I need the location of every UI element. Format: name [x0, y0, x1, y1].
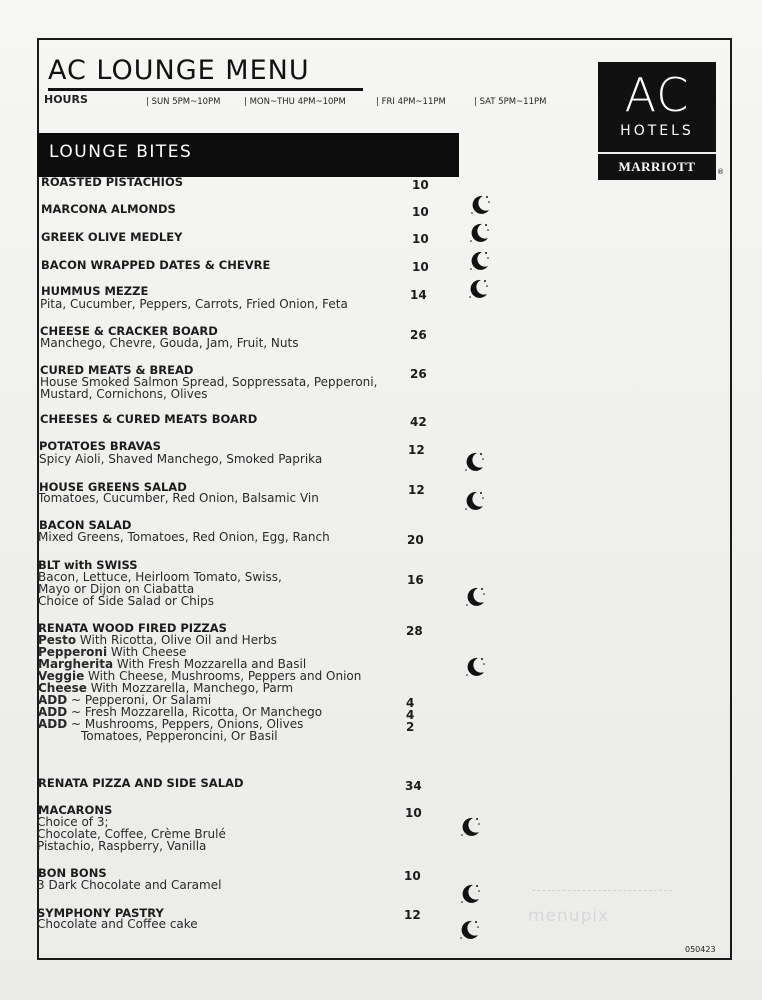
item-description: Mixed Greens, Tomatoes, Red Onion, Egg, Ranch	[38, 530, 330, 544]
item-name: MARCONA ALMONDS	[41, 202, 176, 216]
pizza-option: Cheese With Mozzarella, Manchego, Parm	[38, 681, 294, 695]
item-price: 10	[412, 232, 429, 246]
item-description: 3 Dark Chocolate and Caramel	[37, 878, 222, 892]
item-description: Choice of 3;	[37, 815, 109, 829]
hours-saturday: | SAT 5PM~11PM	[474, 97, 547, 107]
pizza-addon-continued: Tomatoes, Pepperoncini, Or Basil	[81, 729, 278, 743]
item-description: Choice of Side Salad or Chips	[38, 594, 214, 608]
item-description: Chocolate, Coffee, Crème Brulé	[37, 827, 226, 841]
item-name: BLT with SWISS	[38, 558, 138, 572]
crescent-moon-icon	[458, 815, 482, 839]
hours-sunday: | SUN 5PM~10PM	[146, 97, 221, 107]
crescent-moon-icon	[458, 882, 482, 906]
crescent-moon-icon	[462, 489, 486, 513]
item-price: 10	[412, 205, 429, 219]
item-description: Spicy Aioli, Shaved Manchego, Smoked Paprika	[39, 452, 323, 466]
crescent-moon-icon	[463, 585, 487, 609]
item-description: Manchego, Chevre, Gouda, Jam, Fruit, Nuts	[40, 336, 299, 350]
addon-price: 2	[406, 720, 415, 734]
hours-friday: | FRI 4PM~11PM	[376, 97, 446, 107]
item-price: 12	[408, 483, 425, 497]
item-name: CHEESES & CURED MEATS BOARD	[40, 412, 258, 426]
item-description: House Smoked Salmon Spread, Soppressata, Pepperoni,	[40, 375, 378, 389]
item-price: 12	[404, 908, 421, 922]
item-price: 12	[408, 443, 425, 457]
item-price: 20	[407, 533, 424, 547]
item-name: HUMMUS MEZZE	[41, 284, 149, 298]
item-name: MACARONS	[38, 803, 113, 817]
menu-title: AC LOUNGE MENU	[48, 55, 310, 86]
item-description: Tomatoes, Cucumber, Red Onion, Balsamic Vin	[38, 491, 319, 505]
item-price: 34	[405, 779, 422, 793]
addon-price: 4	[406, 708, 415, 722]
item-description: Pistachio, Raspberry, Vanilla	[37, 839, 207, 853]
item-description: Mayo or Dijon on Ciabatta	[38, 582, 195, 596]
item-name: GREEK OLIVE MEDLEY	[41, 230, 183, 244]
item-description: Pita, Cucumber, Peppers, Carrots, Fried Onion, Feta	[40, 297, 348, 311]
watermark-line	[532, 890, 672, 891]
item-price: 26	[410, 328, 427, 342]
item-name: RENATA WOOD FIRED PIZZAS	[38, 621, 227, 635]
item-name: CURED MEATS & BREAD	[40, 363, 194, 377]
item-name: BACON WRAPPED DATES & CHEVRE	[41, 258, 271, 272]
logo-marriott: MARRIOTT	[618, 159, 696, 174]
item-name: SYMPHONY PASTRY	[37, 906, 164, 920]
crescent-moon-icon	[468, 193, 492, 217]
item-price: 26	[410, 367, 427, 381]
item-price: 16	[407, 573, 424, 587]
title-underline	[48, 88, 363, 91]
logo-divider	[598, 152, 716, 154]
crescent-moon-icon	[467, 221, 491, 245]
item-price: 10	[412, 260, 429, 274]
pizza-addon: ADD ~ Pepperoni, Or Salami	[38, 693, 212, 707]
crescent-moon-icon	[467, 249, 491, 273]
logo-ac: AC	[624, 68, 690, 122]
pizza-option: Pepperoni With Cheese	[38, 645, 187, 659]
item-price: 10	[404, 869, 421, 883]
watermark: menupix	[528, 906, 610, 926]
item-name: BON BONS	[38, 866, 107, 880]
crescent-moon-icon	[466, 277, 490, 301]
item-name: HOUSE GREENS SALAD	[39, 480, 187, 494]
crescent-moon-icon	[457, 918, 481, 942]
item-price: 14	[410, 288, 427, 302]
logo-registered-mark: ®	[717, 168, 724, 176]
item-price: 10	[405, 806, 422, 820]
pizza-addon: ADD ~ Fresh Mozzarella, Ricotta, Or Manchego	[38, 705, 323, 719]
crescent-moon-icon	[462, 450, 486, 474]
pizza-option: Pesto With Ricotta, Olive Oil and Herbs	[38, 633, 277, 647]
pizza-addon: ADD ~ Mushrooms, Peppers, Onions, Olives	[38, 717, 304, 731]
item-description: Mustard, Cornichons, Olives	[40, 387, 208, 401]
item-name: POTATOES BRAVAS	[39, 439, 161, 453]
section-title: LOUNGE BITES	[49, 142, 193, 162]
item-price: 42	[410, 415, 427, 429]
item-name: CHEESE & CRACKER BOARD	[40, 324, 218, 338]
item-price: 28	[406, 624, 423, 638]
crescent-moon-icon	[463, 655, 487, 679]
menu-code: 050423	[685, 945, 716, 954]
pizza-option: Margherita With Fresh Mozzarella and Basil	[38, 657, 307, 671]
item-description: Chocolate and Coffee cake	[37, 917, 198, 931]
item-name: BACON SALAD	[39, 518, 132, 532]
ac-hotels-logo	[598, 62, 724, 180]
hours-mon-thu: | MON~THU 4PM~10PM	[244, 97, 346, 107]
hours-label: HOURS	[44, 93, 88, 106]
pizza-option: Veggie With Cheese, Mushrooms, Peppers and Onion	[38, 669, 362, 683]
item-price: 10	[412, 178, 429, 192]
addon-price: 4	[406, 696, 415, 710]
item-name: ROASTED PISTACHIOS	[41, 175, 183, 189]
section-banner	[37, 133, 459, 177]
item-name: RENATA PIZZA AND SIDE SALAD	[38, 776, 244, 790]
item-description: Bacon, Lettuce, Heirloom Tomato, Swiss,	[38, 570, 282, 584]
logo-hotels: HOTELS	[620, 123, 694, 139]
